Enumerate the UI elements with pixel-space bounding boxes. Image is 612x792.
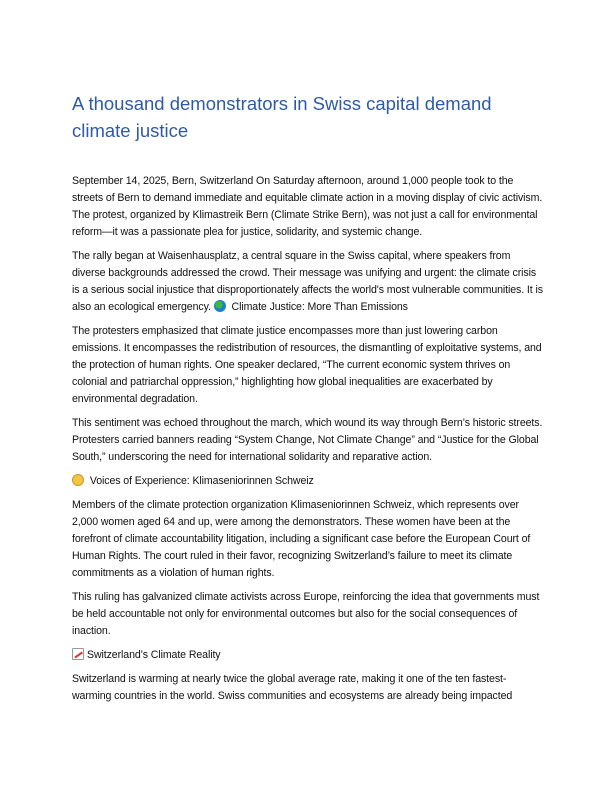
paragraph: Switzerland is warming at nearly twice the global average rate, making it one of the ten fastest-warming countries in the world. Swiss communities and ecosystems are already being impacted	[72, 673, 513, 702]
section-heading	[72, 473, 544, 490]
paragraph: Members of the climate protection organization Klimaseniorinnen Schweiz, which represents over 2,000 women aged 64 and up, were among the demonstrators. These women have been at the forefront of climate accountability litigation, including a significant case before the European Court of Human Rights. The court ruled in their favor, recognizing Switzerland’s failure to meet its climate commitments as a violation of human rights.	[72, 499, 531, 579]
paragraph: September 14, 2025, Bern, Switzerland On Saturday afternoon, around 1,000 people took to the streets of Bern to demand immediate and equitable climate action in a moving display of civic activism. The protest, organized by Klimastreik Bern (Climate Strike Bern), was not just a call for environmental reform—it was a passionate plea for justice, solidarity, and systemic change.	[72, 175, 543, 238]
older-person-face-icon	[72, 474, 84, 486]
section-heading-text: Switzerland’s Climate Reality	[87, 649, 221, 661]
section-heading: Climate Justice: More Than Emissions	[231, 301, 408, 313]
chart-increasing-icon	[72, 648, 84, 660]
section-heading-text: Voices of Experience: Klimaseniorinnen Schweiz	[89, 475, 314, 487]
paragraph	[72, 248, 544, 316]
section-heading	[72, 647, 544, 664]
paragraph: The protesters emphasized that climate justice encompasses more than just lowering carbon emissions. It encompasses the redistribution of resources, the dismantling of exploitative systems, and the protection of human rights. One speaker declared, “The current economic system thrives on colonial and patriarchal oppression,” highlighting how global inequalities are exacerbated by environmental degradation.	[72, 325, 542, 405]
paragraph: This sentiment was echoed throughout the march, which wound its way through Bern’s historic streets. Protesters carried banners reading “System Change, Not Climate Change” and “Justice for the Global South,” underscoring the need for international solidarity and reparative action.	[72, 417, 543, 463]
paragraph: This ruling has galvanized climate activists across Europe, reinforcing the idea that governments must be held accountable not only for environmental outcomes but also for the social consequences of inaction.	[72, 591, 540, 637]
article-body	[72, 173, 544, 712]
globe-icon	[214, 300, 226, 312]
paragraph-text: The rally began at Waisenhausplatz, a central square in the Swiss capital, where speakers from diverse backgrounds addressed the crowd. Their message was unifying and urgent: the climate crisis is a serious social injustice that disproportionately affects the world's most vulnerable communities. It is also an ecological emergency.	[72, 250, 543, 313]
article-title: A thousand demonstrators in Swiss capital demand climate justice	[72, 93, 492, 141]
